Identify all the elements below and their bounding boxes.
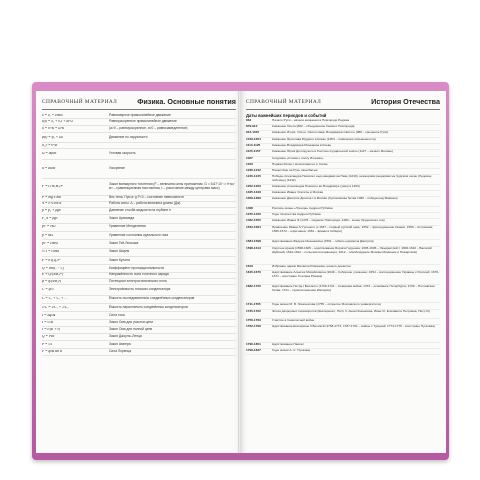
event-text: Царствование Фёдора Иоанновича (1591 – гибель царевича Дмитрия) — [272, 239, 374, 243]
formula-description: (a>0 – равноускоренное, a<0 – равнозамедленное) — [109, 125, 188, 130]
formula-text: V/T = const — [42, 250, 59, 254]
event-text: Царствование Петра I Великого (1700-1721 – Северная война; 1703 – основание Петербурга; 1709 – Полтавская битва; 1721 – провозглашение Империи) — [272, 284, 435, 292]
event-text: Годы творчества Андрея Рублёва — [272, 212, 321, 216]
event-year: 1408 — [246, 206, 253, 210]
formula-text: P = UI — [42, 342, 53, 346]
formula-text: A = F·s·cos α — [42, 202, 62, 206]
formula-row — [42, 296, 236, 304]
formula-text: p = p₀ + ρgh — [42, 209, 61, 213]
event-year: 1240-1245 — [246, 174, 261, 178]
formula-text: P = mg ± ma — [42, 196, 61, 200]
event-year: 1645-1676 — [246, 270, 261, 274]
event-year: 879-912 — [246, 124, 258, 128]
formula-description: Уравнение состояния идеального газа — [109, 232, 168, 237]
formula-row — [42, 224, 236, 232]
formula-description: Закон Джоуля–Ленца — [109, 334, 142, 339]
event-year: 1125-1157 — [246, 149, 261, 153]
timeline-subtitle: Даты важнейших периодов и событий — [246, 113, 327, 118]
event-text: Княжение Ивана I Калиты в Москве — [272, 190, 324, 194]
formula-description: Электроёмкость плоского конденсатора — [109, 286, 171, 291]
formula-row — [42, 285, 236, 295]
formula-text: a = dυ/dt — [42, 166, 56, 170]
formula-description: Ёмкость параллельно соединённых конденсаторов — [109, 304, 188, 309]
event-year: 1533-1584 — [246, 225, 261, 229]
timeline-event — [246, 349, 440, 355]
formula-row — [42, 249, 236, 257]
event-text: Царствование Екатерины II Великой (1768-1774, 1787-1791 – войны с Турцией; 1773-1775 – восстание Пугачёва) — [272, 324, 436, 328]
timeline-event — [246, 226, 440, 240]
formula-row — [42, 208, 236, 215]
formula-row — [42, 232, 236, 240]
formula-description: Движение по окружности — [109, 134, 148, 139]
event-text: Победы Александра Невского над шведами на Неве (1240), немецкими рыцарями на Чудском озере (Ледовое побоище) (1242) — [272, 174, 432, 182]
formula-text: φ(t) = φ₀ + ωt — [42, 135, 63, 139]
event-year: 1584-1598 — [246, 239, 261, 243]
formula-row — [42, 133, 236, 143]
timeline-event — [246, 247, 440, 265]
formula-text: F = qυB sin α — [42, 350, 62, 354]
formula-text: 1/C = 1/C₁ + 1/C₂ — [42, 305, 69, 309]
formula-text: φ = q/(4πε₀r) — [42, 279, 62, 283]
formula-description: Потенциал электростатического поля — [109, 278, 167, 283]
formula-row — [42, 240, 236, 248]
event-year: 1613 — [246, 264, 253, 268]
formula-row — [42, 215, 236, 223]
formula-text: υ = υ₀ = const — [42, 113, 63, 117]
right-page-title: История Отечества — [371, 97, 440, 106]
event-year: 1252-1263 — [246, 184, 261, 188]
formula-text: p = nkT — [42, 233, 54, 237]
formula-description: Напряжённость поля точечного заряда — [109, 272, 169, 277]
timeline-event — [246, 325, 440, 343]
left-page-title: Физика. Основные понятия — [137, 97, 236, 106]
formula-description: Работа силы. Δ – работа величина длины (Дж) — [109, 201, 181, 206]
event-year: 912-1015 — [246, 130, 260, 134]
formula-text: I = U/R — [42, 320, 54, 324]
event-text: Княжение Ярослава Мудрого в Киеве (1054 – появление письменности) — [272, 137, 376, 141]
event-year: 1325-1340 — [246, 190, 261, 194]
formula-text: I = ε/(R + r) — [42, 328, 61, 332]
formula-description: Закон всемирного тяготения (F – величина силы притяжения, G = 6,67·10⁻¹¹ Н·м²/кг² – гравитационная постоянная, r – расстояние между центрами масс) — [109, 181, 235, 190]
formula-text: E = Q/(4πε₀r²) — [42, 273, 64, 277]
formula-row — [42, 179, 236, 196]
event-text: Годы жизни А. С. Пушкина — [272, 348, 311, 352]
event-year: 1187 — [246, 156, 253, 160]
formula-text: C = C₁ + C₂ + … — [42, 297, 68, 301]
formula-text: F = k·q₁q₂/r² — [42, 258, 61, 262]
event-year: 1711-1765 — [246, 302, 261, 306]
formula-row — [42, 320, 236, 327]
event-year: 1236-1242 — [246, 168, 261, 172]
formula-description: Закон Ома для участка цепи — [109, 319, 153, 324]
event-text: Княжение Владимира Мономаха в Киеве — [272, 143, 332, 147]
formula-description: Закон Ампера — [109, 341, 131, 346]
event-year: 1799-1837 — [246, 348, 261, 352]
formula-description: Ускорение — [109, 165, 125, 170]
event-text: Смутное время (1598-1605 – царствование Бориса Годунова; 1605-1606 – Лжедмитрий I; 1606-1610 – Василий Шуйский; 1610-1612 – польская интервенция; 1612 – освобождение Москвы Мининым и Пожарским) — [272, 246, 432, 254]
event-year: 1359-1389 — [246, 196, 261, 200]
event-text: Участие в Семилетней войне — [272, 318, 315, 322]
event-text: Первая битва с монголами на р. Калке — [272, 162, 328, 166]
event-text: Правление Ивана IV Грозного (с 1547 – первый русский царь; 1552 – присоединение Казани, 1556 – Астрахани; 1565-1572 – опричнина; 1581 – Ермак в Сибири) — [272, 225, 434, 233]
formula-description: Закон Гей-Люссака — [109, 241, 139, 246]
timeline-event — [246, 271, 440, 285]
right-category-label: СПРАВОЧНЫЙ МАТЕРИАЛ — [246, 99, 322, 105]
event-year: 1223 — [246, 162, 253, 166]
event-text: Годы жизни М. В. Ломоносова (1755 – открытие Московского университета) — [272, 302, 381, 306]
left-page — [36, 91, 242, 453]
event-text: Княжение Олега (882 – объединение Киева и Новгорода) — [272, 124, 355, 128]
event-text: Княжение Юрия Долгорукого в Ростово-Суздальской земле (1147 – начало Москвы) — [272, 149, 393, 153]
event-text: Эпоха дворцовых переворотов (Екатерина I, Пётр II, Анна Иоанновна, Иван VI, Елизавета Петровна, Пётр III) — [272, 309, 430, 313]
formula-text: x(t) = x₀ + υ₀t + at²/2 — [42, 119, 74, 123]
formula-description: Сила Лоренца — [109, 349, 132, 354]
formula-description: Давление столба жидкости на глубине h — [109, 208, 171, 213]
formula-description: Равноускоренное прямолинейное движение — [109, 118, 177, 123]
formula-list — [42, 113, 236, 449]
event-year: 862 — [246, 118, 252, 122]
event-year: 1462-1505 — [246, 218, 261, 222]
event-text: Княжение Дмитрия Донского в Москве (Куликовская битва 1380 – победа над Мамаем) — [272, 196, 398, 200]
formula-row — [42, 304, 236, 312]
event-text: Княжение Александра Невского во Владимире (умер в 1263) — [272, 184, 360, 188]
formula-text: Q = cm(t₂ − t₁) — [42, 266, 65, 270]
formula-description: Закон Шарля — [109, 249, 130, 254]
formula-description: Закон Ома для полной цепи — [109, 327, 153, 332]
timeline-event — [246, 285, 440, 303]
formula-text: C = q/U — [42, 287, 55, 291]
event-text: Царствование Павла I — [272, 342, 305, 346]
formula-description: Угловая скорость — [109, 151, 136, 156]
formula-text: I = Δq/Δt — [42, 313, 56, 317]
left-category-label: СПРАВОЧНЫЙ МАТЕРИАЛ — [42, 99, 118, 105]
formula-text: pV = const — [42, 242, 58, 246]
formula-row — [42, 126, 236, 133]
event-text: Создание «Слова о полку Игореве» — [272, 156, 324, 160]
formula-description: Закон Кулона — [109, 257, 130, 262]
event-text: Роспись иконы «Троица» Андрея Рублёва — [272, 206, 333, 210]
event-year: 1113-1125 — [246, 143, 261, 147]
formula-row — [42, 312, 236, 319]
right-page-header — [246, 97, 440, 110]
event-year: 1019-1054 — [246, 137, 261, 141]
formula-text: F_A = ρgV — [42, 217, 59, 221]
event-year: 1762-1796 — [246, 324, 261, 328]
formula-description: Уравнение Менделеева — [109, 224, 146, 229]
formula-description: Равномерное прямолинейное движение — [109, 112, 171, 117]
event-text: Княжение Ивана III (1478 – падение Новгорода; 1480 – конец Ордынского ига) — [272, 218, 385, 222]
formula-row — [42, 341, 236, 348]
event-text: Нашествие на Русь хана Батыя — [272, 168, 318, 172]
formula-text: Q = I²Rt — [42, 335, 55, 339]
event-year: 1756-1763 — [246, 318, 261, 322]
formula-row — [42, 160, 236, 179]
formula-text: F = G·m₁m₂/r² — [42, 184, 64, 188]
formula-text: a = υ²/R = ω²R — [42, 126, 64, 130]
right-page — [240, 91, 446, 453]
event-year: 1682-1725 — [246, 284, 261, 288]
event-text: Начало Руси – начало княжения в Новгороде Рюрика — [272, 118, 350, 122]
formula-row — [42, 334, 236, 341]
formula-description: Коэффициент пропорциональности — [109, 265, 164, 270]
event-year: 1370-1430 — [246, 212, 261, 216]
formula-row — [42, 327, 236, 334]
event-year: 1598-1613 — [246, 246, 261, 250]
event-text: Избрание царём Михаила Романова, начало династии — [272, 264, 351, 268]
left-page-header — [42, 97, 236, 110]
formula-text: pV = νRT — [42, 225, 56, 229]
history-timeline — [246, 113, 440, 449]
formula-text: ω = dφ/dt — [42, 152, 57, 156]
event-text: Княжение Игоря, Ольги, Святослава, Владимира Святого (988 – крещение Руси) — [272, 130, 389, 134]
event-year: 1796-1801 — [246, 342, 261, 346]
formula-row — [42, 149, 236, 159]
formula-description: Закон Архимеда — [109, 216, 135, 221]
formula-row — [42, 257, 236, 265]
formula-description: Вес тела. При a↑g P=0 – состояние невесомости — [109, 195, 184, 200]
event-text: Царствование Алексея Михайловича (1649 – Соборное уложение; 1654 – воссоединение Украины с Россией; 1670-1671 – восстание Степана Разина) — [272, 270, 440, 278]
formula-text: a_c = υ²/R — [42, 143, 58, 147]
event-year: 1725-1762 — [246, 309, 261, 313]
formula-row — [42, 349, 236, 356]
formula-description: Ёмкость последовательно соединённых конденсаторов — [109, 296, 195, 301]
formula-description: Сила тока — [109, 312, 125, 317]
